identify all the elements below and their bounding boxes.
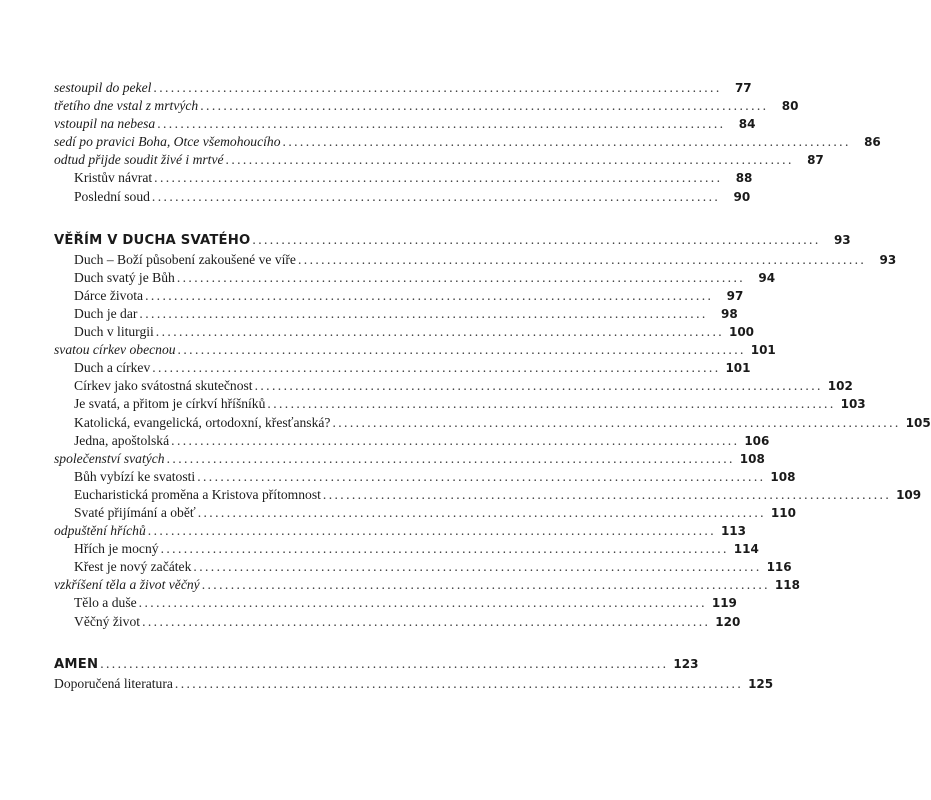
toc-subentry <box>54 169 753 187</box>
toc-page-number: 103 <box>840 397 866 412</box>
toc-leader-dots: .................................................................................................. <box>254 378 823 394</box>
toc-entry-title: Svaté přijímání a oběť <box>74 504 196 520</box>
toc-leader-dots: .................................................................................................. <box>153 80 722 95</box>
toc-entry-title: Bůh vybízí ke svatosti <box>74 468 196 484</box>
toc-subentry <box>54 395 866 413</box>
toc-entry-title: Poslední soud <box>74 188 150 204</box>
toc-leader-dots: .................................................................................................. <box>252 231 821 247</box>
toc-page-number: 94 <box>758 270 776 285</box>
toc-page-number: 109 <box>896 487 922 502</box>
toc-subentry <box>54 613 741 631</box>
toc-leader-dots: .................................................................................................. <box>157 116 726 132</box>
toc-entry <box>54 115 756 133</box>
toc-page-number: 123 <box>673 656 699 671</box>
toc-entry-title: Duch v liturgii <box>74 324 154 340</box>
toc-page-number: 77 <box>734 81 752 95</box>
toc-entry-title: společenství svatých <box>54 450 165 466</box>
toc-entry-title: Duch a církev <box>74 360 151 376</box>
toc-page-number: 86 <box>864 135 881 150</box>
toc-leader-dots: .................................................................................................. <box>166 450 735 466</box>
toc-page-number: 80 <box>781 99 799 114</box>
toc-subentry <box>54 468 796 486</box>
toc-leader-dots: .................................................................................................. <box>152 360 721 376</box>
toc-leader-dots: .................................................................................................. <box>155 324 725 340</box>
table-of-contents <box>54 79 931 693</box>
toc-page-number: 84 <box>738 117 756 132</box>
toc-entry-title: vstoupil na nebesa <box>54 116 156 132</box>
toc-page-number: 101 <box>725 361 751 376</box>
toc-subentry <box>54 540 759 558</box>
toc-page-number: 108 <box>770 469 796 484</box>
toc-page-number: 106 <box>744 433 770 448</box>
toc-leader-dots: .................................................................................................. <box>147 523 717 539</box>
toc-leader-dots: .................................................................................................. <box>100 655 669 671</box>
toc-subentry <box>54 558 792 576</box>
toc-leader-dots: .................................................................................................. <box>193 559 762 575</box>
toc-entry-title: Tělo a duše <box>74 595 137 611</box>
toc-entry <box>54 151 824 169</box>
toc-entry-title: Hřích je mocný <box>74 541 159 557</box>
toc-section-heading <box>54 229 851 251</box>
toc-subentry <box>54 432 770 450</box>
toc-page-number: 93 <box>879 252 897 267</box>
toc-entry-title: Křest je nový začátek <box>74 559 192 575</box>
toc-entry <box>54 450 765 468</box>
toc-page-number: 90 <box>733 189 751 204</box>
toc-section-heading <box>54 653 699 675</box>
toc-leader-dots: .................................................................................................. <box>154 170 723 186</box>
toc-leader-dots: .................................................................................................. <box>201 577 770 593</box>
toc-page-number: 120 <box>715 614 741 629</box>
toc-subentry <box>54 414 931 432</box>
toc-subentry <box>54 251 897 269</box>
toc-leader-dots: .................................................................................................. <box>145 287 714 303</box>
toc-entry <box>54 675 774 693</box>
toc-entry <box>54 79 752 97</box>
toc-leader-dots: .................................................................................................. <box>174 675 744 691</box>
toc-subentry <box>54 323 755 341</box>
toc-entry <box>54 97 799 115</box>
toc-leader-dots: .................................................................................................. <box>197 468 766 484</box>
toc-page-number: 101 <box>750 343 776 358</box>
toc-subentry <box>54 594 737 612</box>
toc-leader-dots: .................................................................................................. <box>160 541 729 557</box>
toc-entry-title: Duch svatý je Bůh <box>74 269 175 285</box>
toc-page-number: 102 <box>827 379 853 394</box>
toc-entry-title: odtud přijde soudit živé i mrtvé <box>54 152 224 168</box>
toc-entry-title: Duch je dar <box>74 305 138 321</box>
toc-subentry <box>54 486 922 504</box>
toc-page-number: 125 <box>748 676 774 691</box>
toc-leader-dots: .................................................................................................. <box>151 188 721 204</box>
toc-entry <box>54 341 776 359</box>
toc-entry <box>54 522 747 540</box>
toc-page-number: 97 <box>726 288 744 303</box>
toc-page-number: 108 <box>739 451 765 466</box>
toc-page-number: 116 <box>766 560 792 575</box>
toc-leader-dots: .................................................................................................. <box>282 134 851 150</box>
toc-entry-title: Doporučená literatura <box>54 675 173 691</box>
toc-subentry <box>54 287 744 305</box>
toc-subentry <box>54 504 796 522</box>
toc-leader-dots: .................................................................................................. <box>267 396 836 412</box>
toc-entry-title: vzkříšení těla a život věčný <box>54 577 200 593</box>
toc-subentry <box>54 269 776 287</box>
toc-entry-title: třetího dne vstal z mrtvých <box>54 98 199 114</box>
toc-subentry <box>54 359 751 377</box>
toc-page-number: 118 <box>774 578 800 593</box>
toc-page-number: 88 <box>735 171 753 186</box>
toc-leader-dots: .................................................................................................. <box>200 98 769 114</box>
toc-entry-title: Katolická, evangelická, ortodoxní, křesťanská? <box>74 414 331 430</box>
toc-subentry <box>54 377 853 395</box>
toc-page-number: 87 <box>807 153 824 168</box>
toc-subentry <box>54 305 738 323</box>
toc-leader-dots: .................................................................................................. <box>332 414 901 430</box>
toc-entry-title: Kristův návrat <box>74 170 153 186</box>
toc-leader-dots: .................................................................................................. <box>225 152 794 168</box>
toc-page-number: 113 <box>720 524 747 539</box>
toc-entry-title: sestoupil do pekel <box>54 80 152 95</box>
toc-page-number: 93 <box>833 232 851 247</box>
toc-entry-title: sedí po pravici Boha, Otce všemohoucího <box>54 134 281 150</box>
toc-leader-dots: .................................................................................................. <box>297 251 867 267</box>
toc-leader-dots: .................................................................................................. <box>322 486 892 502</box>
toc-leader-dots: .................................................................................................. <box>142 613 711 629</box>
toc-entry-title: svatou církev obecnou <box>54 342 176 358</box>
toc-leader-dots: .................................................................................................. <box>138 595 707 611</box>
toc-leader-dots: .................................................................................................. <box>177 342 746 358</box>
toc-page-number: 105 <box>905 415 931 430</box>
toc-entry-title: Duch – Boží působení zakoušené ve víře <box>74 251 296 267</box>
toc-entry-title: Jedna, apoštolská <box>74 432 170 448</box>
toc-section-title: VĚŘÍM V DUCHA SVATÉHO <box>54 232 251 248</box>
toc-entry <box>54 133 881 151</box>
toc-entry-title: Věčný život <box>74 613 141 629</box>
toc-entry-title: Eucharistická proměna a Kristova přítomnost <box>74 486 321 502</box>
toc-page-number: 98 <box>720 306 738 321</box>
toc-leader-dots: .................................................................................................. <box>176 269 746 285</box>
toc-entry-title: odpuštění hříchů <box>54 523 146 539</box>
toc-page-number: 119 <box>711 596 737 611</box>
toc-page-number: 114 <box>733 542 759 557</box>
toc-page-number: 100 <box>728 325 755 340</box>
toc-entry <box>54 576 800 594</box>
toc-entry-title: Je svatá, a přitom je církví hříšníků <box>74 396 266 412</box>
toc-entry-title: Církev jako svátostná skutečnost <box>74 378 253 394</box>
toc-entry-title: Dárce života <box>74 287 144 303</box>
toc-subentry <box>54 188 751 206</box>
toc-leader-dots: .................................................................................................. <box>197 504 766 520</box>
toc-section-title: AMEN <box>54 656 99 672</box>
toc-leader-dots: .................................................................................................. <box>171 432 740 448</box>
toc-leader-dots: .................................................................................................. <box>139 305 708 321</box>
toc-page-number: 110 <box>770 505 796 520</box>
